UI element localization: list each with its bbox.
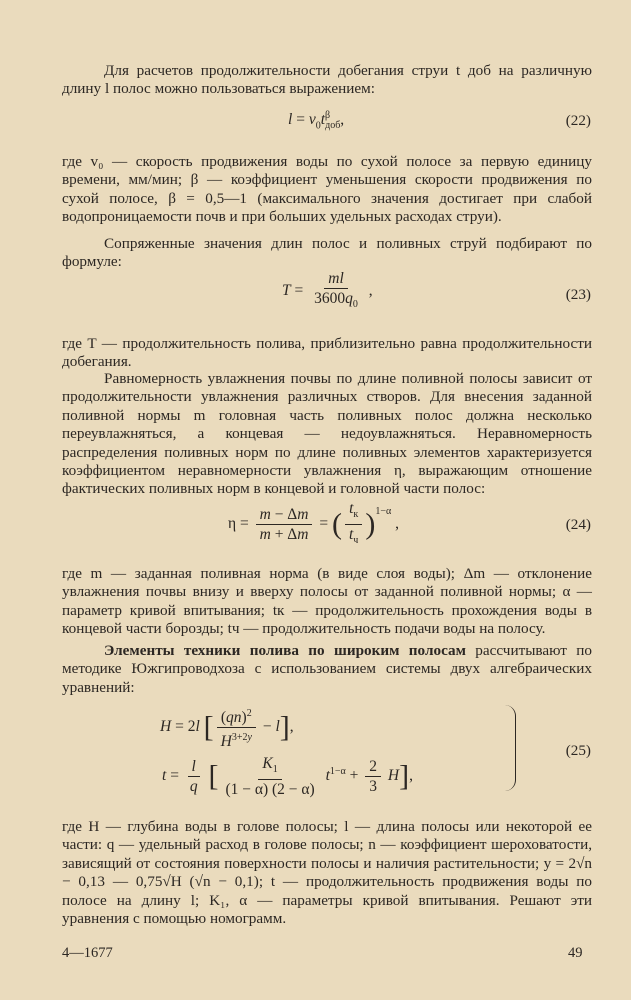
equation-number-24: (24) (565, 516, 591, 533)
equation-24: η = $\frac{m - \Delta m}{m + \Delta m}$ = ( $\frac{t_к}{t_ч}$ )$^{1-\alpha}$ , (228, 500, 399, 547)
equation-22: $l = v_0t^\beta_{доб}$, (288, 110, 345, 132)
equation-number-23: (23) (565, 286, 591, 303)
paragraph-8: где H — глубина воды в голове полосы; l — длина полосы или некоторой ее части: q — удельный расход в голове полосы; n — коэффициент шероховатости, зависящий от состояния поверхности полосы и наличия растительности; y = 2√n − 0,13 — 0,75√H (√n − 0,1); t — продолжительность продвижения воды по полосе на длину l; K₁, α — параметры кривой впитывания. Решают эти уравнения с помощью номограмм. (62, 818, 592, 928)
equation-25a: H = 2l [ $\frac{(qn)^2}{H^{3+2y}}$ − l], (160, 705, 294, 750)
equation-23: T = $\frac{ml}{3600q_0}$ , (282, 270, 373, 311)
paragraph-3: Сопряженные значения длин полос и поливных струй подбирают по формуле: (62, 235, 592, 271)
paragraph-6: где m — заданная поливная норма (в виде слоя воды); Δm — отклонение увлажнения почвы внизу и вверху полосы от заданной поливной нормы; α — параметр кривой впитывания; tк — продолжительность прохождения воды в концевой части борозды; tч — продолжительность подачи воды на полосу. (62, 565, 592, 638)
paragraph-7 (62, 642, 592, 697)
printer-signature: 4—1677 (62, 945, 113, 961)
equation-system-brace (505, 705, 516, 791)
paragraph-1: Для расчетов продолжительности добегания струи t доб на различную длину l полос можно пользоваться выражением: (62, 62, 592, 98)
equation-number-22: (22) (565, 112, 591, 129)
paragraph-2: где v₀ — скорость продвижения воды по сухой полосе за первую единицу времени, мм/мин; β — коэффициент уменьшения скорости продвижения по сухой полосе, β = 0,5—1 (максимального значения достигает при слабой водопроницаемости почв и при больших удельных расходах струи). (62, 153, 592, 226)
paragraph-5: Равномерность увлажнения почвы по длине поливной полосы зависит от продолжительности увлажнения различных створов. Для внесения заданной поливной нормы m головная часть поливных полос должна несколько переувлажняться, а концевая — недоувлажняться. Неравномерность распределения поливных норм по длине поливных элементов характеризуется коэффициентом неравномерности увлажнения η, выражающим отношение фактических поливных норм в концевой и головной части полос: (62, 370, 592, 498)
equation-25b: t = $\frac{l}{q}$ [ $\frac{K_1}{(1 - \alpha) (2 - \alpha)}$ $t^{1-\alpha}$ + $\frac{2}{3}$ H], (162, 755, 413, 799)
paragraph-7-bold-lead: Элементы техники полива по широким полосам (104, 642, 466, 659)
equation-number-25: (25) (565, 742, 591, 759)
paragraph-7-rest: рассчитывают по методике Южгипроводхоза с использованием системы двух алгебраических уравнений: (62, 642, 592, 696)
paragraph-4: где T — продолжительность полива, приблизительно равна продолжительности добегания. (62, 335, 592, 371)
page-number: 49 (568, 945, 583, 961)
